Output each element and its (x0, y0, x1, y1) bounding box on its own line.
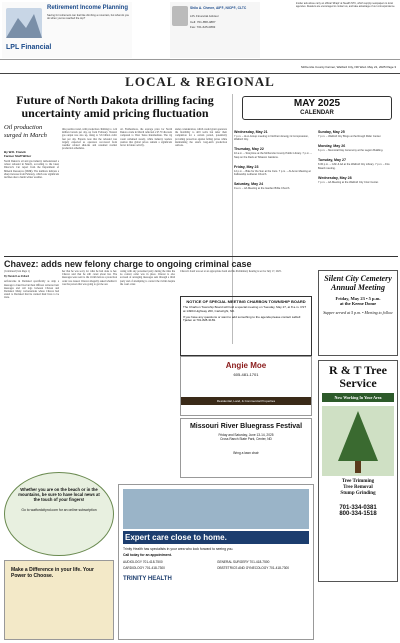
chavez-byline: By Harold Lee Pollard (4, 275, 30, 279)
bluegrass-place: Cross Ranch State Park, Center, ND (220, 436, 272, 441)
silent-date: Friday, May 23 • 5 p.m. (335, 296, 381, 301)
cal-day: Thursday, May 22 (234, 147, 264, 152)
lpl-logo: LPL Financial (6, 44, 52, 51)
ndcl-text: Make a Difference in your life. Your Power to Choose. (11, 567, 94, 579)
expert-care-ad (118, 484, 314, 640)
rt-tag: Now Working In Your Area (322, 393, 394, 402)
lead-col-4: under consideration, which would grant operators the flexibility to drill wells but defer their completion for a certain period, potentially providing protection against falling prices while maintaining the state's long-term production outlook. (175, 128, 227, 148)
angie-name: Angie Moe (225, 361, 267, 370)
lead-byline: By W.K. Franck Farmer Staff Writer (4, 150, 32, 158)
calendar-month: MAY 2025 (293, 98, 341, 109)
expert-text: Trinity Health has specialists in your area who look forward to seeing you. (123, 547, 234, 551)
cal-entry: 10 a.m. – Storytime at the McKenzie County Public Library. 7 p.m. – Step on the Deck at Tobacco Gardens. (234, 152, 312, 159)
bluegrass-date: Friday and Saturday, June 13-14, 2025 (218, 432, 274, 437)
retirement-title: Retirement Income Planning (47, 5, 129, 11)
notice-ad (180, 296, 312, 356)
section-title: LOCAL & REGIONAL (125, 74, 275, 89)
rt-title: R & T Tree Service (329, 363, 387, 390)
cal-entry: 9 a.m. – AA Meeting at the Garden Bible Church. (234, 187, 291, 191)
mountain-image (6, 8, 42, 38)
silent-title: Silent City Cemetery Annual Meeting (324, 274, 392, 292)
expert-photo (123, 489, 309, 529)
cal-day: Sunday, May 25 (318, 130, 345, 134)
angie-footer: Residential, Land, & Commercial Properties (181, 397, 311, 405)
expert-title: Expert care close to home. (123, 531, 309, 544)
calendar-right (318, 130, 396, 184)
advisor-photo (172, 6, 188, 26)
expert-dept: GENERAL SURGERY 701-418-7500 (217, 560, 270, 565)
rt-services: Tree Trimming Tree Removal Stump Grinding (340, 479, 376, 496)
cal-day: Wednesday, May 28 (318, 175, 352, 180)
calendar-title (242, 96, 392, 120)
cal-day: Wednesday, May 21 (234, 130, 268, 134)
chavez-col-1 (4, 270, 59, 470)
expert-dept: OBSTETRICS AND GYNECOLOGY 701-418-7300 (217, 566, 290, 571)
advisor-name: Shilo A. Chevre, AIF®, NICP®, CLTC (190, 6, 247, 10)
cal-day: Monday, May 26 (318, 144, 346, 149)
cal-entry: 7 p.m. – At-A-Group meeting in Northern Energy & Compression, Watford City. (234, 135, 309, 142)
trinity-logo: TRINITY HEALTH (123, 576, 172, 583)
cal-day: Saturday, May 24 (234, 182, 264, 187)
advisor-fax: Fax: 701-625-0893 (190, 25, 216, 29)
whether-url[interactable]: Go to watfordcitynd.com for an online subscription (21, 508, 97, 512)
readers-notice: Insider ads above carry an official 'Mcapt' at Stealth NTC, which supply newspapers to local agencies. Readers are encouraged to contact us, and take advantage of our correspondence. (296, 2, 396, 8)
rt-tree-ad (318, 360, 398, 582)
advisor-cell: Cell: 701-858-4887 (190, 20, 216, 24)
bluegrass-footer: Bring a lawn chair (233, 450, 259, 455)
cal-entry: 6 p.m. – Memorial Day Ceremony at the Legion Building. (318, 149, 384, 153)
chavez-col-2: her that he was sorry for what he had done to her. Chavez said that he still cared about her. The messages were sent to the victim before a protection order was issued. Chavez allegedly asked whether it was the person that was going to get me out. (62, 270, 117, 286)
expert-dept: CARDIOLOGY 701-418-7300 (123, 566, 165, 571)
cal-day: Friday, May 23 (234, 164, 259, 169)
chavez-col-1-text: self-income in Darlaned specifically as strip a message to Jane Doe but then Officers reviewed text messages and call logs between Chavez and Darlaned. Many conversations where Chavez had stated to Darlaned that he wanted their lives to be done. (4, 280, 59, 300)
notice-text: The Charbon Township Board will hold a special meeting on Tuesday, May 27, at 8 a.m. CST at 14904 Highway 200, Cartwright, ND. (183, 305, 307, 313)
chavez-headline: Chavez: adds new felony charge to ongoing criminal case (4, 256, 398, 269)
lpl-ad (2, 2, 132, 58)
lead-headline: Future of North Dakota drilling facing uncertainty amid pricing fluctuation (16, 93, 214, 120)
retirement-text: Saving for retirement can feel like climbing a mountain, but what do you do when you've reached the top? (47, 14, 130, 21)
cal-day: Tuesday, May 27 (318, 158, 347, 163)
expert-call: Call today for an appointment. (123, 553, 172, 558)
rt-phone-1: 701-334-0381 (339, 505, 377, 511)
silent-place: at the Keene Dome (339, 301, 377, 306)
expert-dept: AUDIOLOGY 701-418-7500 (123, 560, 163, 565)
notice-footer: If you have any questions or want to add something to the agenda please contact LaDell Tjaden at 701-828-3169. (183, 314, 301, 323)
shilo-card (170, 2, 260, 58)
calendar-subtitle: CALENDAR (300, 110, 334, 116)
calendar-left (234, 130, 312, 190)
lead-subhead: Oil production surged in March (4, 124, 47, 139)
whether-text: Whether you are on the beach or in the mountains, be sure to have local news at the touch of your fingers! (18, 487, 100, 502)
whether-ad (4, 472, 114, 556)
masthead (0, 60, 400, 74)
cal-entry: 7 p.m. – AA Meeting at the Watford City Civic Center. (318, 180, 379, 184)
silent-footer: Supper served at 5 p.m. • Meeting to follow (323, 310, 393, 315)
top-ad-strip (0, 0, 400, 60)
cal-entry: 12 p.m. – Bike for the Sun at the Cuts. 7 p.m. – Al-Anon Meeting at Fellowship Lutheran Church. (234, 169, 311, 177)
bluegrass-ad (180, 418, 312, 478)
continued-note: (Continued from Page 1) (4, 270, 30, 273)
page-line: McKenzie County Farmer, Watford City, ND Wed. May 21, 2025 Page 3 (301, 65, 396, 69)
lead-col-3: oil. Furthermore, the average price for North Dakota crude in March reflected a $7.70 discount compared to West Texas Intermediate. The rig count remained steady, while industry leaders caution that global prices remain a significant factor in future activity. (120, 128, 172, 148)
cal-entry: 7 p.m. – Watford City Bingo at the Rough Rider Center. (318, 135, 382, 138)
rt-phone-2: 800-334-1518 (339, 511, 377, 517)
chavez-col-3: cating with any personnel party during the time the no contact order was in place. Chavez is also accused of arranging messages sent through a third party and of attempting to contact the victim despite the court order. (120, 270, 175, 286)
lead-col-2: this positive trend, with production climbing to 1.24 million barrels per day, up from February. Natural gas output was also up, rising to 3.6 billion cubic feet per day. Experts note that the rebound was largely expected as operators recovered from weather related shut-ins and resumed normal production schedules. (62, 128, 117, 151)
chavez-col-4: Chavez's bond was set at an appropriate bond and his Preliminary hearing is set for July 17, 2025. (180, 270, 282, 273)
cal-entry: 6:30 p.m. – CAF & Ad at the Watford City Library. 7 p.m. – Fire Board meeting. (318, 163, 390, 170)
tree-image (322, 406, 394, 476)
angie-ad (180, 356, 312, 416)
silent-city-ad (318, 270, 398, 356)
lead-col-1: North Dakota's oil and gas industry demonstrated a robust rebound in March, according to the latest Director's Cut report from the Department of Mineral Resources (DMR). The numbers indicate a sharp increase from February, which saw significant declines due to harsh winter weather. (4, 160, 59, 180)
bluegrass-title: Missouri River Bluegrass Festival (189, 423, 303, 430)
angie-phone: 605-481-1701 (233, 372, 259, 377)
advisor-role: LPL Financial Advisor (190, 14, 219, 18)
notice-title: NOTICE OF SPECIAL MEETING CHARBON TOWNSHIP BOARD (186, 299, 306, 304)
ndcl-ad (4, 560, 114, 640)
